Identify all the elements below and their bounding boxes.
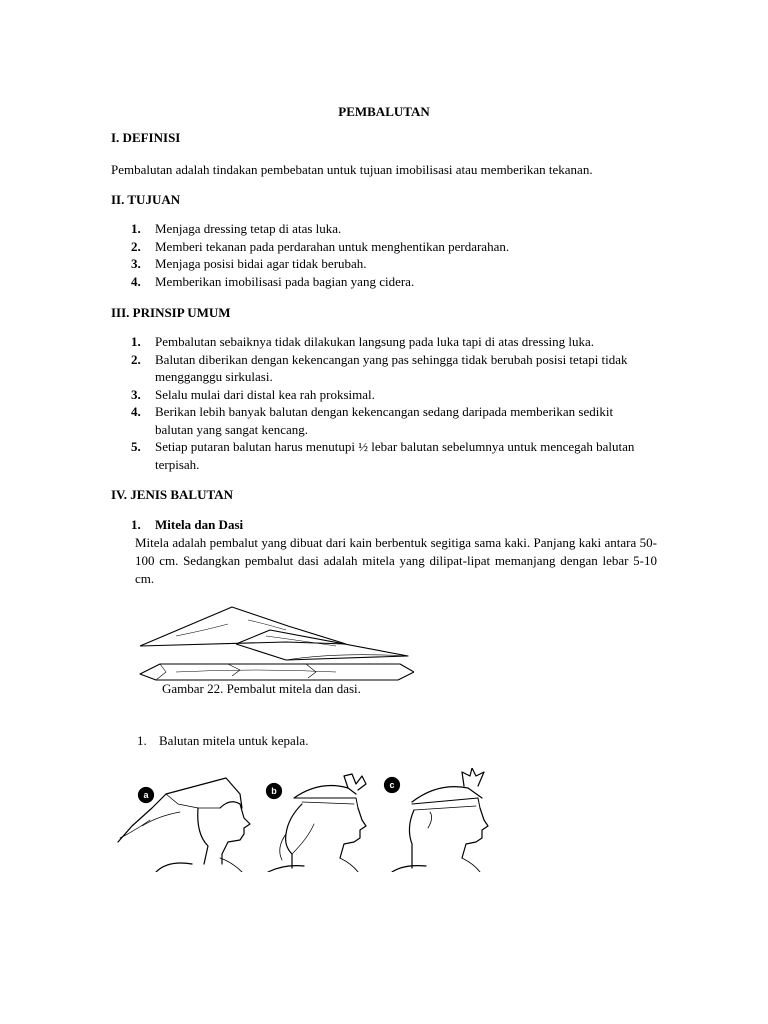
list-item: [131, 403, 641, 438]
head-bandage-steps-illustration: [108, 768, 496, 872]
list-item: [131, 438, 641, 473]
list-number: 1.: [137, 733, 147, 748]
head-bandage-step-a: [118, 778, 250, 872]
section-heading-prinsip: III. PRINSIP UMUM: [111, 305, 231, 320]
head-bandage-step-c: [385, 768, 489, 872]
list-text: Berikan lebih banyak balutan dengan kekencangan sedang daripada memberikan sedikit balutan yang sangat kencang.: [155, 404, 614, 437]
list-item: [131, 273, 661, 291]
list-number: 3.: [131, 386, 141, 402]
list-item: [131, 351, 641, 386]
list-number: 3.: [131, 256, 141, 271]
tujuan-list: [131, 220, 661, 290]
list-text: Memberikan imobilisasi pada bagian yang cidera.: [155, 273, 415, 289]
list-text: Selalu mulai dari distal kea rah proksimal.: [155, 386, 375, 402]
list-number: 2.: [131, 351, 141, 367]
mitela-paragraph: Mitela adalah pembalut yang dibuat dari kain berbentuk segitiga sama kaki. Panjang kaki antara 50-100 cm. Sedangkan pembalut dasi adalah mitela yang dilipat-lipat memanjang dengan lebar 5-10 cm.: [135, 535, 657, 586]
page-title: PEMBALUTAN: [338, 104, 430, 119]
list-number: 5.: [131, 439, 141, 454]
mitela-dasi-illustration: [136, 600, 414, 682]
list-text: Memberi tekanan pada perdarahan untuk menghentikan perdarahan.: [155, 238, 510, 254]
list-number: 1.: [131, 221, 141, 236]
list-text: Balutan diberikan dengan kekencangan yang pas sehingga tidak berubah posisi tetapi tidak mengganggu sirkulasi.: [155, 351, 628, 384]
section-heading-definisi: I. DEFINISI: [111, 130, 181, 145]
list-item: [131, 333, 641, 351]
subsection-number: 1.: [131, 517, 141, 532]
step-label-a: a: [143, 790, 149, 800]
figure-caption: Gambar 22. Pembalut mitela dan dasi.: [162, 681, 361, 696]
subsection-heading: Mitela dan Dasi: [155, 517, 244, 532]
list-number: 4.: [131, 404, 141, 419]
section-heading-tujuan: II. TUJUAN: [111, 192, 181, 207]
list-text: Setiap putaran balutan harus menutupi ½ lebar balutan sebelumnya untuk mencegah balutan terpisah.: [155, 439, 635, 472]
list-item: [131, 255, 661, 273]
list-text: Balutan mitela untuk kepala.: [159, 733, 309, 748]
head-bandage-step-b: [267, 774, 367, 872]
section-heading-jenis: IV. JENIS BALUTAN: [111, 487, 233, 502]
list-text: Menjaga dressing tetap di atas luka.: [155, 221, 342, 236]
list-item: [131, 386, 641, 404]
list-text: Pembalutan sebaiknya tidak dilakukan langsung pada luka tapi di atas dressing luka.: [155, 334, 595, 349]
list-item: [131, 220, 661, 238]
list-text: Menjaga posisi bidai agar tidak berubah.: [155, 256, 367, 271]
list-item: [131, 238, 661, 256]
step-label-b: b: [271, 786, 277, 796]
list-number: 2.: [131, 238, 141, 254]
definisi-text: Pembalutan adalah tindakan pembebatan untuk tujuan imobilisasi atau memberikan tekanan.: [111, 162, 593, 177]
list-number: 4.: [131, 273, 141, 289]
step-label-c: c: [389, 780, 395, 790]
prinsip-list: [131, 333, 641, 473]
list-number: 1.: [131, 334, 141, 349]
